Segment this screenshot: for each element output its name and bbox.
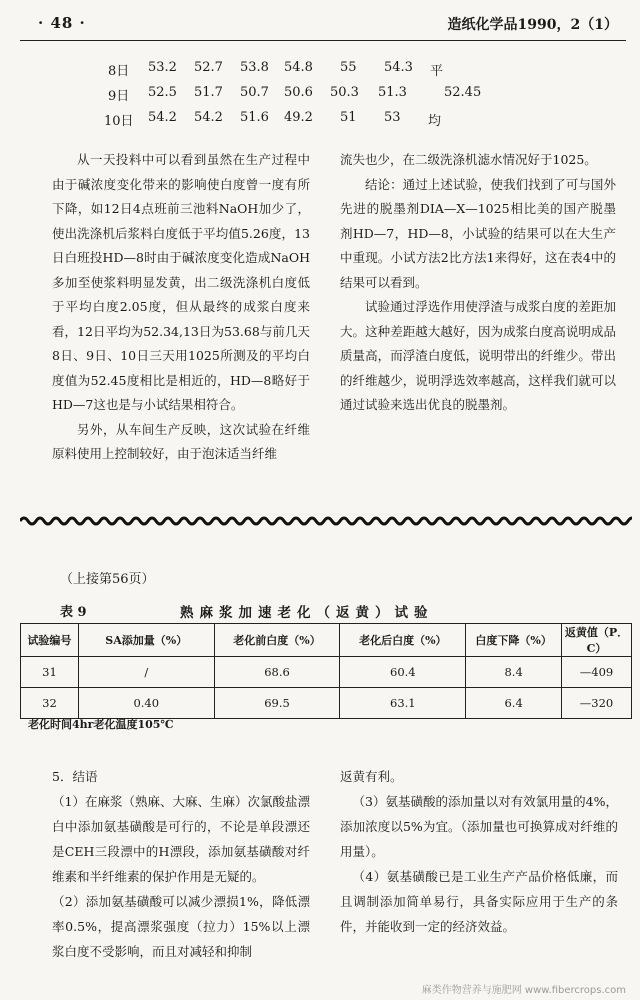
table-cell: —409 [562,657,632,688]
table-note: 老化时间4hr老化温度105℃ [28,718,174,731]
paragraph: 从一天投料中可以看到虽然在生产过程中由于碱浓度变化带来的影响使白度曾一度有所下降，如12日4点班前三池料NaOH加少了，使出洗涤机后浆料白度低于平均值5.26度，13日白班投HD—8时由于碱浓度变化造成NaOH多加至使浆料明显发黄，出二级洗涤机白度低于平均白度2.05度，但从最终的成浆白度来看，12日平均为52.34,13日为53.68与前几天8日、9日、10日三天用1025所测及的平均白度值为52.45度相比是相近的，HD—8略好于HD—7这也是与小试结果相符合。 [52,152,310,412]
continuation-note: （上接第56页） [60,572,155,587]
table-cell: 50.6 [284,85,313,100]
table-number: 表 9 [60,605,87,620]
table-cell: 9日 [108,89,130,104]
table-cell: 50.7 [240,85,269,100]
table-cell: 6.4 [466,688,562,719]
table-cell: 52.7 [194,60,223,75]
table-cell: 平 [430,64,444,79]
table-header-row [21,624,632,657]
table-cell: 0.40 [78,688,214,719]
table-cell: 51 [340,110,357,125]
table-cell: 52.5 [148,85,177,100]
table-cell: 60.4 [340,657,466,688]
table-cell: 51.7 [194,85,223,100]
paragraph: （2）添加氨基磺酸可以减少漂损1%，降低漂率0.5%，提高漂浆强度（拉力）15%以上漂浆白度不受影响，而且对减轻和抑制 [52,894,310,959]
column-header: 试验编号 [21,624,79,657]
column-header: 老化后白度（%） [340,624,466,657]
conclusion-left [52,764,310,964]
table-cell: 54.3 [384,60,413,75]
table-cell: 51.6 [240,110,269,125]
table-cell: 8日 [108,64,130,79]
table-cell: 69.5 [214,688,340,719]
watermark: 麻类作物营养与施肥网 www.fibercrops.com [421,985,626,996]
page-number: · 48 · [38,14,86,32]
paragraph: （4）氨基磺酸已是工业生产产品价格低廉，而且调制添加简单易行，具备实际应用于生产的条件，并能收到一定的经济效益。 [340,869,618,934]
table-cell: 31 [21,657,79,688]
table-cell: / [78,657,214,688]
table-cell: 63.1 [340,688,466,719]
paragraph: （1）在麻浆（熟麻、大麻、生麻）次氯酸盐漂白中添加氨基磺酸是可行的，不论是单段漂还是CEH三段漂中的H漂段，添加氨基磺酸对纤维素和半纤维素的保护作用是无疑的。 [52,794,310,884]
paragraph: （3）氨基磺酸的添加量以对有效氯用量的4%，添加浓度以5%为宜。（添加量也可换算成对纤维的用量）。 [340,794,618,859]
wavy-divider [20,514,632,528]
table-cell: 53 [384,110,401,125]
conclusion-right [340,764,618,939]
paragraph: 另外，从车间生产反映，这次试验在纤维原料使用上控制较好，由于泡沫适当纤维 [52,421,310,461]
table-row [21,688,632,719]
column-header: SA添加量（%） [78,624,214,657]
body-text-left [52,148,310,467]
table-cell: 51.3 [378,85,407,100]
header-rule [20,40,626,41]
table-cell: 8.4 [466,657,562,688]
paragraph: 流失也少，在二级洗涤机滤水情况好于1025。 [340,152,597,167]
paragraph: 试验通过浮选作用使浮渣与成浆白度的差距加大。这种差距越大越好，因为成浆白度高说明成品质量高，而浮渣白度低，说明带出的纤维少。带出的纤维越少，说明浮选效率越高，这样我们就可以通过试验来选出优良的脱墨剂。 [340,299,616,412]
table-cell: 54.2 [148,110,177,125]
column-header: 老化前白度（%） [214,624,340,657]
table-cell: 均 [428,114,442,129]
table-title: 熟麻浆加速老化（返黄）试验 [180,605,434,621]
table-cell: 32 [21,688,79,719]
table-cell: 52.45 [444,85,482,100]
table-cell: 68.6 [214,657,340,688]
journal-title: 造纸化学品1990，2（1） [447,17,618,33]
table-row [21,657,632,688]
aging-test-table [20,623,632,719]
table-cell: 49.2 [284,110,313,125]
table-cell: 54.8 [284,60,313,75]
section-heading: 5．结语 [52,769,98,784]
table-cell: 53.8 [240,60,269,75]
table-cell: —320 [562,688,632,719]
table-cell: 54.2 [194,110,223,125]
column-header: 白度下降（%） [466,624,562,657]
table-cell: 55 [340,60,357,75]
paragraph: 返黄有利。 [340,769,403,784]
table-cell: 50.3 [330,85,359,100]
column-header: 返黄值（P．C） [562,624,632,657]
body-text-right [340,148,616,418]
table-cell: 10日 [104,114,134,129]
paragraph: 结论：通过上述试验，使我们找到了可与国外先进的脱墨剂DIA—X—1025相比美的国产脱墨剂HD—7，HD—8，小试验的结果可以在大生产中重现。小试方法2比方法1来得好，这在表4中的结果可以看到。 [340,176,616,290]
table-cell: 53.2 [148,60,177,75]
